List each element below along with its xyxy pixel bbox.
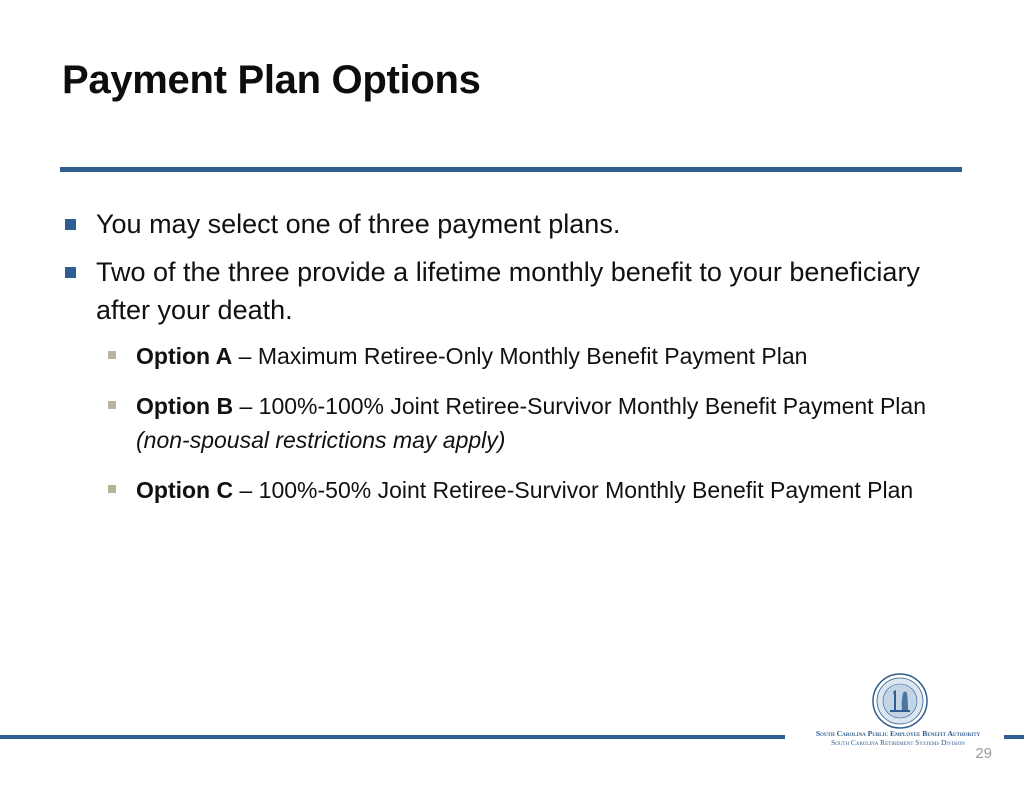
option-text: 100%-50% Joint Retiree-Survivor Monthly Benefit Payment Plan — [258, 477, 914, 503]
org-name-line-1: South Carolina Public Employee Benefit Authority — [815, 729, 981, 738]
bullet-list — [62, 205, 972, 523]
option-text: 100%-100% Joint Retiree-Survivor Monthly Benefit Payment Plan — [258, 393, 926, 419]
option-label: Option B — [136, 393, 234, 419]
option-dash: – — [233, 393, 259, 419]
sub-bullet-option-b — [136, 389, 966, 457]
title-divider — [60, 167, 962, 172]
bullet-text: Two of the three provide a lifetime monthly benefit to your beneficiary after your death. — [96, 257, 920, 325]
slide-title: Payment Plan Options — [62, 58, 481, 102]
sub-bullet-square-icon — [108, 485, 116, 493]
bullet-item — [62, 253, 972, 329]
org-name-line-2: South Carolina Retirement Systems Division — [831, 738, 965, 747]
sub-bullet-square-icon — [108, 401, 116, 409]
option-dash: – — [232, 343, 258, 369]
option-label: Option A — [136, 343, 233, 369]
page-number: 29 — [975, 745, 992, 762]
option-label: Option C — [136, 477, 234, 503]
sub-bullet-square-icon — [108, 351, 116, 359]
bullet-square-icon — [65, 219, 76, 230]
option-note: (non-spousal restrictions may apply) — [136, 427, 506, 453]
option-text: Maximum Retiree-Only Monthly Benefit Payment Plan — [257, 343, 808, 369]
bullet-text: You may select one of three payment plans. — [96, 209, 621, 239]
option-dash: – — [233, 477, 259, 503]
footer-divider-right — [1004, 735, 1024, 739]
state-seal-logo-icon — [872, 673, 928, 729]
sub-bullet-option-c — [136, 473, 966, 507]
sub-bullet-option-a — [136, 339, 966, 373]
bullet-square-icon — [65, 267, 76, 278]
bullet-item — [62, 205, 972, 243]
footer-divider — [0, 735, 785, 739]
